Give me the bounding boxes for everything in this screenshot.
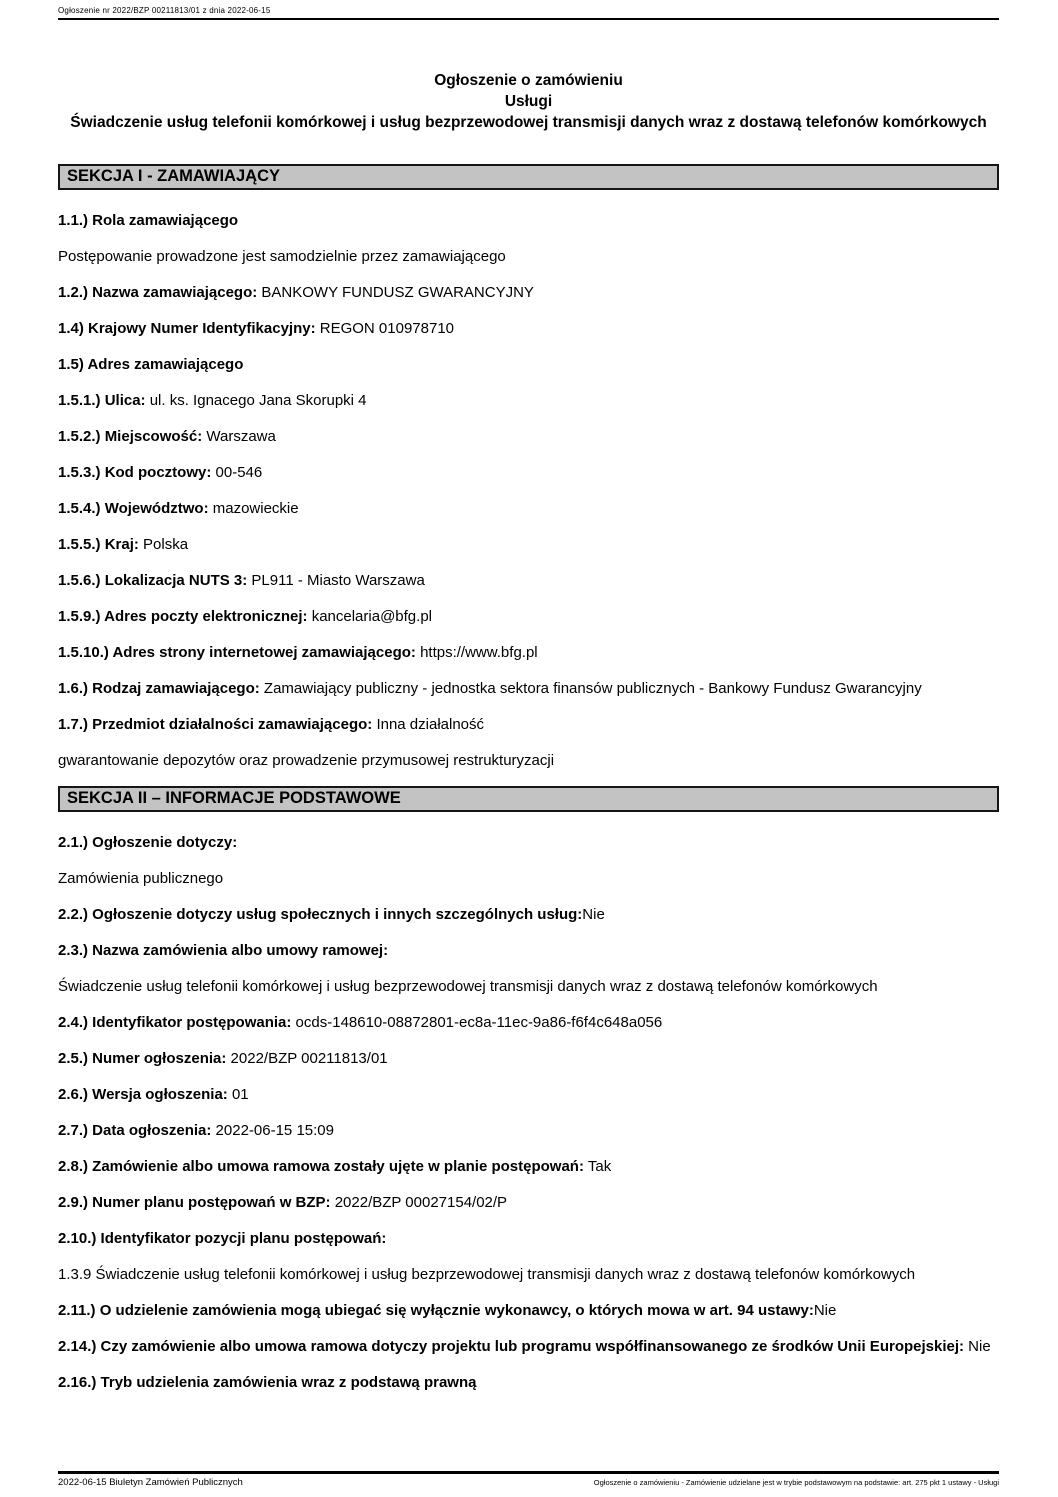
item-value: https://www.bfg.pl bbox=[415, 644, 538, 661]
document-item bbox=[58, 390, 999, 412]
document-item bbox=[58, 1264, 999, 1286]
document-item bbox=[58, 1228, 999, 1250]
document-item bbox=[58, 1372, 999, 1394]
document-item bbox=[58, 642, 999, 664]
item-label: 1.5.1.) Ulica: bbox=[58, 392, 146, 409]
item-label: 1.2.) Nazwa zamawiającego: bbox=[58, 284, 258, 301]
item-value: 2022-06-15 15:09 bbox=[211, 1122, 334, 1139]
document-item bbox=[58, 1192, 999, 1214]
item-value: PL911 - Miasto Warszawa bbox=[247, 572, 425, 589]
document-item bbox=[58, 1156, 999, 1178]
item-label: 2.10.) Identyfikator pozycji planu postępowań: bbox=[58, 1230, 387, 1247]
document-item bbox=[58, 246, 999, 268]
document-item bbox=[58, 678, 999, 700]
item-value: Nie bbox=[582, 906, 605, 923]
document-item bbox=[58, 498, 999, 520]
item-label: 2.14.) Czy zamówienie albo umowa ramowa dotyczy projektu lub programu współfinansowanego ze środków Unii Europejskiej: bbox=[58, 1338, 965, 1355]
item-value: Zamawiający publiczny - jednostka sektora finansów publicznych - Bankowy Fundusz Gwarancyjny bbox=[259, 680, 922, 697]
item-label: 1.5.5.) Kraj: bbox=[58, 536, 139, 553]
item-value: Nie bbox=[813, 1302, 837, 1319]
document-item bbox=[58, 976, 999, 998]
item-label: 2.5.) Numer ogłoszenia: bbox=[58, 1050, 227, 1067]
item-value: BANKOWY FUNDUSZ GWARANCYJNY bbox=[257, 284, 534, 301]
item-value: REGON 010978710 bbox=[315, 320, 455, 337]
document-item bbox=[58, 832, 999, 854]
document-item bbox=[58, 714, 999, 736]
item-label: 1.5.9.) Adres poczty elektronicznej: bbox=[58, 608, 308, 625]
section-header bbox=[58, 164, 999, 190]
item-value: Polska bbox=[138, 536, 189, 553]
item-value: Postępowanie prowadzone jest samodzielnie przez zamawiającego bbox=[58, 248, 506, 265]
title-line-notice-type: Ogłoszenie o zamówieniu bbox=[434, 72, 623, 89]
document-title bbox=[58, 70, 999, 133]
item-value: 2022/BZP 00027154/02/P bbox=[330, 1194, 508, 1211]
document-item bbox=[58, 1012, 999, 1034]
document-section bbox=[58, 164, 999, 772]
document-item bbox=[58, 318, 999, 340]
item-value: Zamówienia publicznego bbox=[58, 870, 224, 887]
item-label: 2.1.) Ogłoszenie dotyczy: bbox=[58, 834, 238, 851]
item-value: Tak bbox=[583, 1158, 612, 1175]
title-line-subject: Świadczenie usług telefonii komórkowej i usług bezprzewodowej transmisji danych wraz z dostawą telefonów komórkowych bbox=[70, 114, 987, 131]
section-items bbox=[58, 210, 999, 772]
item-value: 2022/BZP 00211813/01 bbox=[226, 1050, 388, 1067]
footer-left-text: 2022-06-15 Biuletyn Zamówień Publicznych bbox=[58, 1477, 243, 1488]
document-item bbox=[58, 940, 999, 962]
item-label: 2.16.) Tryb udzielenia zamówienia wraz z podstawą prawną bbox=[58, 1374, 477, 1391]
item-value: gwarantowanie depozytów oraz prowadzenie przymusowej restrukturyzacji bbox=[58, 752, 555, 769]
item-value: ocds-148610-08872801-ec8a-11ec-9a86-f6f4c648a056 bbox=[291, 1014, 663, 1031]
item-label: 2.4.) Identyfikator postępowania: bbox=[58, 1014, 292, 1031]
item-value: 01 bbox=[227, 1086, 249, 1103]
item-label: 1.5.6.) Lokalizacja NUTS 3: bbox=[58, 572, 248, 589]
document-item bbox=[58, 354, 999, 376]
item-value: Inna działalność bbox=[372, 716, 485, 733]
item-value: 00-546 bbox=[211, 464, 263, 481]
item-label: 2.7.) Data ogłoszenia: bbox=[58, 1122, 212, 1139]
page-header-text: Ogłoszenie nr 2022/BZP 00211813/01 z dnia 2022-06-15 bbox=[58, 6, 271, 15]
document-item bbox=[58, 570, 999, 592]
item-label: 1.5) Adres zamawiającego bbox=[58, 356, 244, 373]
item-label: 1.5.10.) Adres strony internetowej zamawiającego: bbox=[58, 644, 416, 661]
document-item bbox=[58, 1048, 999, 1070]
item-value: mazowieckie bbox=[208, 500, 299, 517]
item-label: 1.6.) Rodzaj zamawiającego: bbox=[58, 680, 260, 697]
document-item bbox=[58, 282, 999, 304]
document-item bbox=[58, 426, 999, 448]
item-label: 2.6.) Wersja ogłoszenia: bbox=[58, 1086, 228, 1103]
document-item bbox=[58, 462, 999, 484]
sections bbox=[58, 164, 999, 1394]
item-label: 2.2.) Ogłoszenie dotyczy usług społecznych i innych szczególnych usług: bbox=[58, 906, 583, 923]
document-item bbox=[58, 1084, 999, 1106]
section-items bbox=[58, 832, 999, 1394]
item-value: Nie bbox=[964, 1338, 991, 1355]
document-item bbox=[58, 868, 999, 890]
item-label: 1.1.) Rola zamawiającego bbox=[58, 212, 239, 229]
section-header bbox=[58, 786, 999, 812]
document-item bbox=[58, 1336, 999, 1358]
item-value: 1.3.9 Świadczenie usług telefonii komórkowej i usług bezprzewodowej transmisji danych wraz z dostawą telefonów komórkowych bbox=[58, 1266, 916, 1283]
document-item bbox=[58, 606, 999, 628]
item-label: 1.5.4.) Województwo: bbox=[58, 500, 209, 517]
document-section bbox=[58, 786, 999, 1394]
page-footer bbox=[58, 1471, 999, 1488]
title-line-category: Usługi bbox=[504, 93, 553, 110]
item-label: 2.3.) Nazwa zamówienia albo umowy ramowej: bbox=[58, 942, 389, 959]
item-label: 1.4) Krajowy Numer Identyfikacyjny: bbox=[58, 320, 316, 337]
item-value: ul. ks. Ignacego Jana Skorupki 4 bbox=[145, 392, 367, 409]
document-item bbox=[58, 750, 999, 772]
document-item bbox=[58, 210, 999, 232]
section-header-label: SEKCJA II – INFORMACJE PODSTAWOWE bbox=[67, 789, 401, 807]
section-header-label: SEKCJA I - ZAMAWIAJĄCY bbox=[67, 167, 280, 185]
footer-right-text: Ogłoszenie o zamówieniu - Zamówienie udzielane jest w trybie podstawowym na podstawie: art. 275 pkt 1 ustawy - Usługi bbox=[593, 1478, 999, 1487]
item-label: 2.9.) Numer planu postępowań w BZP: bbox=[58, 1194, 331, 1211]
item-label: 2.11.) O udzielenie zamówienia mogą ubiegać się wyłącznie wykonawcy, o których mowa w art. 94 ustawy: bbox=[58, 1302, 814, 1319]
document-item bbox=[58, 534, 999, 556]
item-label: 1.7.) Przedmiot działalności zamawiającego: bbox=[58, 716, 373, 733]
document-item bbox=[58, 1300, 999, 1322]
document-item bbox=[58, 904, 999, 926]
header-rule bbox=[58, 18, 999, 20]
item-value: kancelaria@bfg.pl bbox=[307, 608, 432, 625]
document-item bbox=[58, 1120, 999, 1142]
item-label: 1.5.3.) Kod pocztowy: bbox=[58, 464, 212, 481]
item-label: 2.8.) Zamówienie albo umowa ramowa zostały ujęte w planie postępowań: bbox=[58, 1158, 584, 1175]
item-value: Świadczenie usług telefonii komórkowej i usług bezprzewodowej transmisji danych wraz z dostawą telefonów komórkowych bbox=[58, 978, 878, 995]
item-value: Warszawa bbox=[202, 428, 276, 445]
item-label: 1.5.2.) Miejscowość: bbox=[58, 428, 203, 445]
